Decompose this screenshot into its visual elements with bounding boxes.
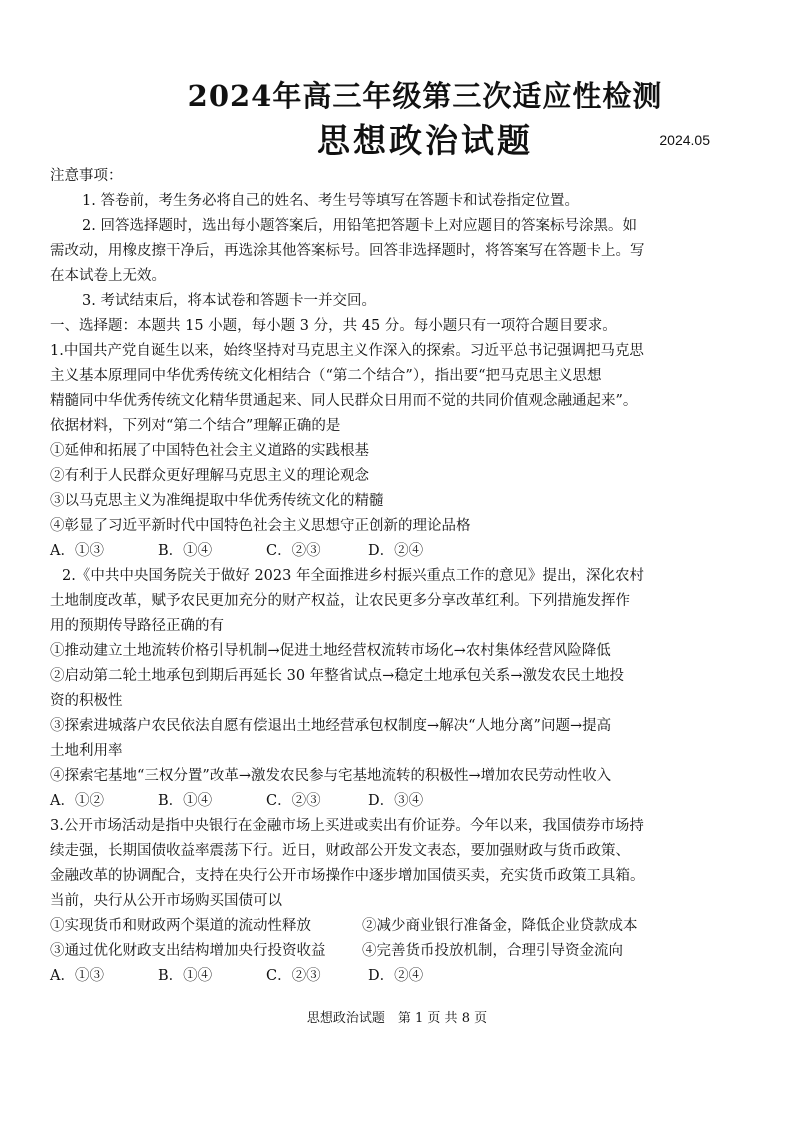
question-stem: 金融改革的协调配合，支持在央行公开市场操作中逐步增加国债买卖，充实货币政策工具箱。 bbox=[50, 868, 645, 884]
question-item: ②减少商业银行准备金，降低企业贷款成本 bbox=[362, 918, 638, 934]
subject-title: 思想政治试题 bbox=[317, 121, 533, 160]
option-d: D．②④ bbox=[368, 968, 424, 984]
question-stem: 用的预期传导路径正确的有 bbox=[50, 618, 224, 634]
question-item: ④彰显了习近平新时代中国特色社会主义思想守正创新的理论品格 bbox=[50, 518, 471, 534]
option-c: C．②③ bbox=[266, 543, 321, 559]
question-stem: 土地制度改革，赋予农民更加充分的财产权益，让农民更多分享改革红利。下列措施发挥作 bbox=[50, 593, 630, 609]
question-stem: 当前，央行从公开市场购买国债可以 bbox=[50, 893, 282, 909]
question-item: ①延伸和拓展了中国特色社会主义道路的实践根基 bbox=[50, 443, 369, 459]
answer-options bbox=[50, 964, 750, 989]
question-item: ②启动第二轮土地承包到期后再延长 30 年整省试点→稳定土地承包关系→激发农民土地投 bbox=[50, 668, 624, 684]
exam-body bbox=[50, 164, 750, 989]
question-stem: 依据材料，下列对“第二个结合”理解正确的是 bbox=[50, 418, 341, 434]
question-item: ③通过优化财政支出结构增加央行投资收益 bbox=[50, 943, 326, 959]
option-c: C．②③ bbox=[266, 968, 321, 984]
option-b: B．①④ bbox=[158, 968, 213, 984]
question-3 bbox=[50, 814, 750, 989]
section-heading: 一、选择题：本题共 15 小题，每小题 3 分，共 45 分。每小题只有一项符合题目要求。 bbox=[50, 318, 617, 334]
question-1 bbox=[50, 339, 750, 564]
item-row bbox=[50, 939, 750, 964]
notice-line: 1. 答卷前，考生务必将自己的姓名、考生号等填写在答题卡和试卷指定位置。 bbox=[82, 193, 579, 209]
question-item: ①实现货币和财政两个渠道的流动性释放 bbox=[50, 918, 311, 934]
option-c: C．②③ bbox=[266, 793, 321, 809]
question-stem: 续走强，长期国债收益率震荡下行。近日，财政部公开发文表态，要加强财政与货币政策、 bbox=[50, 843, 630, 859]
question-stem: 精髓同中华优秀传统文化精华贯通起来、同人民群众日用而不觉的共同价值观念融通起来”。 bbox=[50, 393, 638, 409]
option-a: A．①② bbox=[50, 793, 104, 809]
question-item: ②有利于人民群众更好理解马克思主义的理论观念 bbox=[50, 468, 369, 484]
option-a: A．①③ bbox=[50, 968, 104, 984]
page-footer: 思想政治试题 第 1 页 共 8 页 bbox=[306, 1011, 488, 1026]
exam-date: 2024.05 bbox=[659, 132, 710, 148]
option-b: B．①④ bbox=[158, 543, 213, 559]
option-a: A．①③ bbox=[50, 543, 104, 559]
notice-line: 在本试卷上无效。 bbox=[50, 268, 166, 284]
question-stem: 2.《中共中央国务院关于做好 2023 年全面推进乡村振兴重点工作的意见》提出，深化农村 bbox=[62, 568, 644, 584]
option-d: D．③④ bbox=[368, 793, 424, 809]
answer-options bbox=[50, 539, 750, 564]
exam-title: 2024年高三年级第三次适应性检测 bbox=[187, 79, 663, 113]
option-d: D．②④ bbox=[368, 543, 424, 559]
question-stem: 主义基本原理同中华优秀传统文化相结合（“第二个结合”），指出要“把马克思主义思想 bbox=[50, 368, 602, 384]
notice-line: 3. 考试结束后，将本试卷和答题卡一并交回。 bbox=[82, 293, 376, 309]
notice-line: 需改动，用橡皮擦干净后，再选涂其他答案标号。回答非选择题时，将答案写在答题卡上。写 bbox=[50, 243, 645, 259]
question-item: 资的积极性 bbox=[50, 693, 123, 709]
question-item: ①推动建立土地流转价格引导机制→促进土地经营权流转市场化→农村集体经营风险降低 bbox=[50, 643, 611, 659]
item-row bbox=[50, 914, 750, 939]
question-item: 土地利用率 bbox=[50, 743, 123, 759]
notice-line: 2. 回答选择题时，选出每小题答案后，用铅笔把答题卡上对应题目的答案标号涂黑。如 bbox=[82, 218, 637, 234]
question-item: ③探索进城落户农民依法自愿有偿退出土地经营承包权制度→解决“人地分离”问题→提高 bbox=[50, 718, 612, 734]
question-2 bbox=[50, 564, 750, 814]
question-item: ④完善货币投放机制，合理引导资金流向 bbox=[362, 943, 623, 959]
subject-row bbox=[100, 118, 750, 164]
question-item: ③以马克思主义为准绳提取中华优秀传统文化的精髓 bbox=[50, 493, 384, 509]
answer-options bbox=[50, 789, 750, 814]
question-item: ④探索宅基地“三权分置”改革→激发农民参与宅基地流转的积极性→增加农民劳动性收入 bbox=[50, 768, 612, 784]
question-stem: 1.中国共产党自诞生以来，始终坚持对马克思主义作深入的探索。习近平总书记强调把马克思 bbox=[50, 343, 644, 359]
option-b: B．①④ bbox=[158, 793, 213, 809]
notice-heading: 注意事项： bbox=[50, 168, 123, 184]
question-stem: 3.公开市场活动是指中央银行在金融市场上买进或卖出有价证券。今年以来，我国债券市场持 bbox=[50, 818, 644, 834]
